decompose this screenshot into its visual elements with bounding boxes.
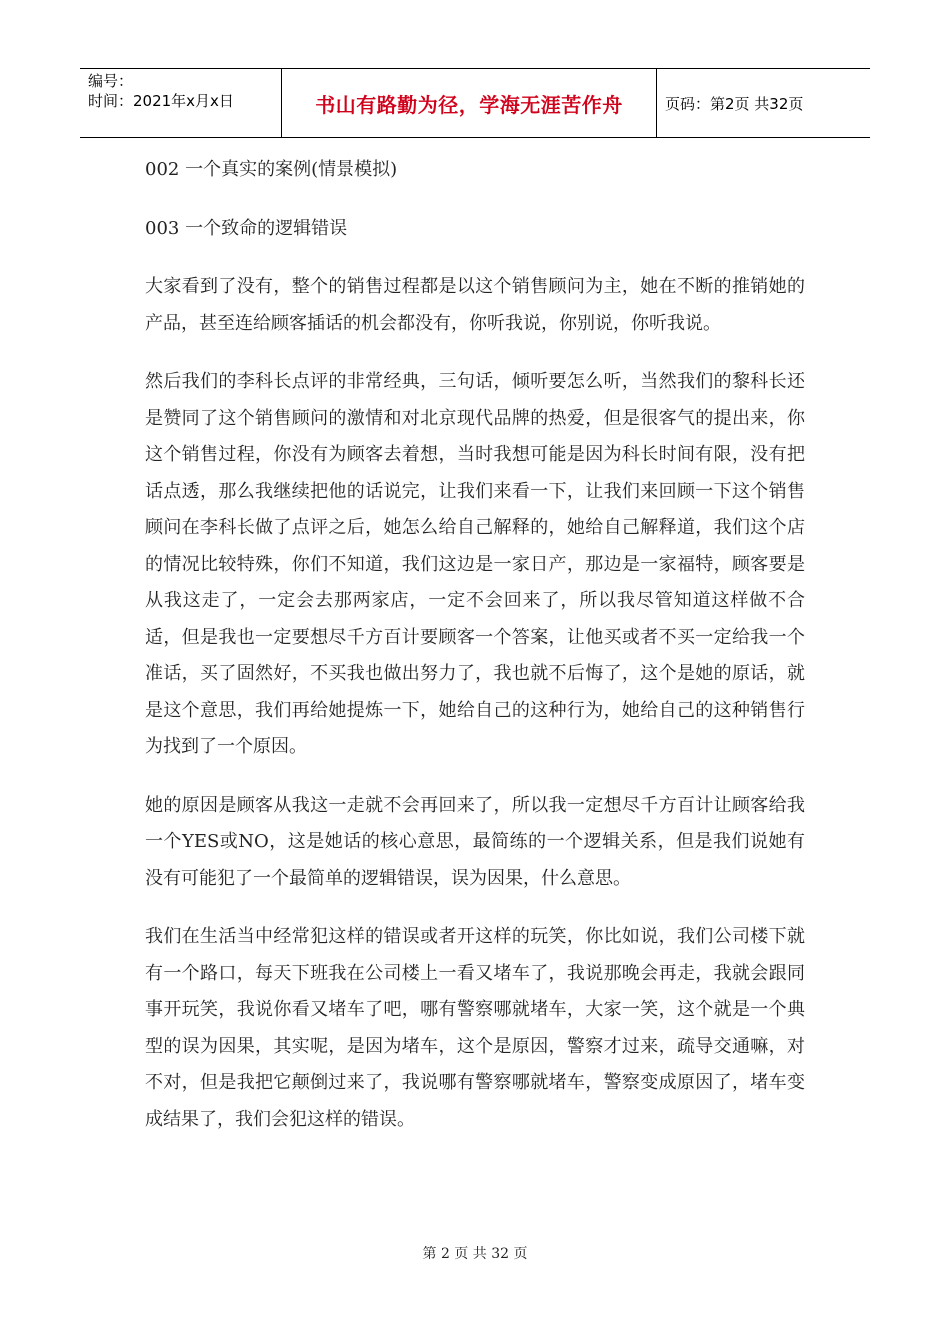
header-motto: 书山有路勤为径，学海无涯苦作舟 [282,69,657,137]
document-date: 时间：2021年x月x日 [88,92,234,110]
section-heading-003: 003 一个致命的逻辑错误 [145,217,348,239]
document-body [145,152,805,1160]
body-paragraph: 大家看到了没有，整个的销售过程都是以这个销售顾问为主，她在不断的推销她的产品，甚至连给顾客插话的机会都没有，你听我说，你别说，你听我说。 [145,276,805,334]
body-paragraph: 然后我们的李科长点评的非常经典，三句话，倾听要怎么听，当然我们的黎科长还是赞同了这个销售顾问的激情和对北京现代品牌的热爱，但是很客气的提出来，你这个销售过程，你没有为顾客去着想，当时我想可能是因为科长时间有限，没有把话点透，那么我继续把他的话说完，让我们来看一下，让我们来回顾一下这个销售顾问在李科长做了点评之后，她怎么给自己解释的，她给自己解释道，我们这个店的情况比较特殊，你们不知道，我们这边是一家日产，那边是一家福特，顾客要是从我这走了，一定会去那两家店，一定不会回来了，所以我尽管知道这样做不合适，但是我也一定要想尽千方百计要顾客一个答案，让他买或者不买一定给我一个准话，买了固然好，不买我也做出努力了，我也就不后悔了，这个是她的原话，就是这个意思，我们再给她提炼一下，她给自己的这种行为，她给自己的这种销售行为找到了一个原因。 [145,371,805,757]
header-meta [80,69,282,137]
page-header [80,68,870,138]
document-number-label: 编号： [88,72,134,90]
body-paragraph: 我们在生活当中经常犯这样的错误或者开这样的玩笑，你比如说，我们公司楼下就有一个路口，每天下班我在公司楼上一看又堵车了，我说那晚会再走，我就会跟同事开玩笑，我说你看又堵车了吧，哪有警察哪就堵车，大家一笑，这个就是一个典型的误为因果，其实呢，是因为堵车，这个是原因，警察才过来，疏导交通嘛，对不对，但是我把它颠倒过来了，我说哪有警察哪就堵车，警察变成原因了，堵车变成结果了，我们会犯这样的错误。 [145,926,805,1130]
body-paragraph: 她的原因是顾客从我这一走就不会再回来了，所以我一定想尽千方百计让顾客给我一个YES或NO，这是她话的核心意思，最简练的一个逻辑关系，但是我们说她有没有可能犯了一个最简单的逻辑错误，误为因果，什么意思。 [145,794,805,889]
section-heading-002: 002 一个真实的案例(情景模拟) [145,159,398,180]
page-footer: 第 2 页 共 32 页 [422,1246,528,1262]
header-page-info: 页码：第2页 共32页 [665,94,804,113]
